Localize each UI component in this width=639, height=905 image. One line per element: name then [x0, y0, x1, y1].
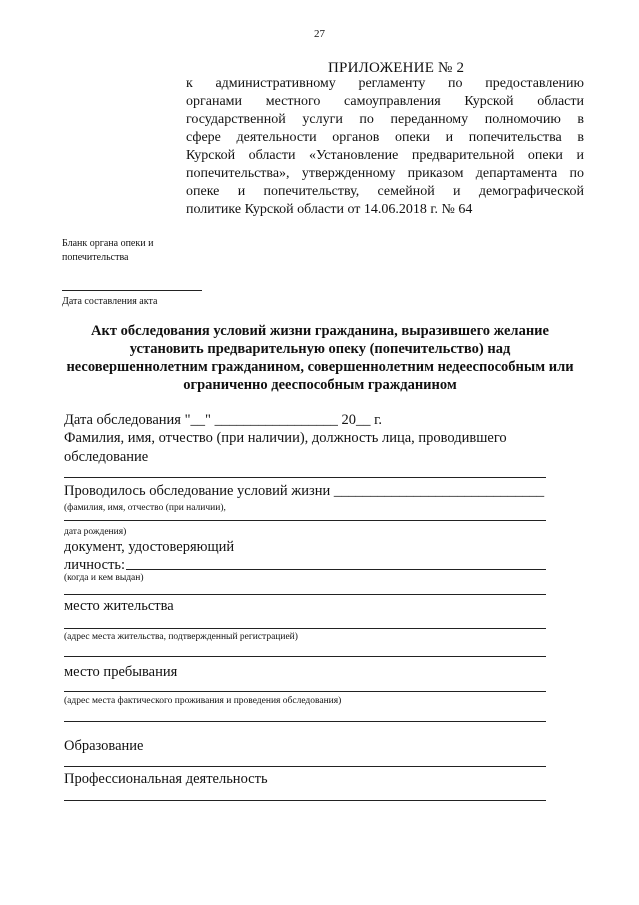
act-date-label: Дата составления акта	[62, 296, 158, 307]
act-title: Акт обследования условий жизни гражданина, выразившего желание	[91, 323, 549, 339]
regulation-line: попечительства», утвержденному приказом департамента по	[186, 166, 584, 181]
blank-label: Бланк органа опеки и	[62, 238, 154, 249]
act-date-line[interactable]	[62, 290, 202, 291]
inspector-input-line[interactable]	[64, 477, 546, 478]
id-document-label: документ, удостоверяющий	[64, 539, 235, 555]
name-input-line[interactable]	[64, 520, 546, 521]
residence-input-line-2[interactable]	[64, 656, 546, 657]
regulation-line: к административному регламенту по предоставлению	[186, 76, 584, 91]
regulation-line: политике Курской области от 14.06.2018 г. № 64	[186, 202, 473, 217]
profession-label: Профессиональная деятельность	[64, 771, 268, 787]
appendix-title: ПРИЛОЖЕНИЕ № 2	[328, 60, 465, 76]
education-input-line[interactable]	[64, 766, 546, 767]
id-document-input-line-2[interactable]	[64, 594, 546, 595]
act-title: несовершеннолетним гражданином, совершеннолетним недееспособным или	[66, 359, 574, 375]
stay-input-line-2[interactable]	[64, 721, 546, 722]
id-document-label: личность:	[64, 557, 126, 573]
regulation-line: государственной услуги по переданному полномочию в	[186, 112, 584, 127]
regulation-line: сфере деятельности органов опеки и попечительства в	[186, 130, 584, 145]
stay-input-line[interactable]	[64, 691, 546, 692]
blank-label: попечительства	[62, 252, 129, 263]
id-document-hint: (когда и кем выдан)	[64, 573, 144, 583]
residence-hint: (адрес места жительства, подтвержденный регистрацией)	[64, 632, 298, 642]
act-title: установить предварительную опеку (попечительство) над	[129, 341, 511, 357]
id-document-input-line[interactable]	[126, 569, 546, 570]
name-hint: (фамилия, имя, отчество (при наличии),	[64, 503, 226, 513]
profession-input-line[interactable]	[64, 800, 546, 801]
stay-hint: (адрес места фактического проживания и проведения обследования)	[64, 696, 342, 706]
residence-label: место жительства	[64, 598, 174, 614]
stay-label: место пребывания	[64, 664, 178, 680]
education-label: Образование	[64, 738, 144, 754]
survey-date-field[interactable]: Дата обследования "__" _________________ 20__ г.	[64, 412, 383, 428]
inspector-label: обследование	[64, 449, 149, 465]
act-title: ограниченно дееспособным гражданином	[183, 377, 457, 393]
residence-input-line[interactable]	[64, 628, 546, 629]
regulation-line: органами местного самоуправления Курской области	[186, 94, 584, 109]
page-number: 27	[314, 28, 325, 40]
birth-hint: дата рождения)	[64, 527, 127, 537]
survey-conducted-field[interactable]: Проводилось обследование условий жизни _____________________________	[64, 483, 545, 499]
regulation-line: Курской области «Установление предварительной опеки и	[186, 148, 584, 163]
inspector-label: Фамилия, имя, отчество (при наличии), должность лица, проводившего	[64, 430, 507, 446]
regulation-line: опеке и попечительству, семейной и демографической	[186, 184, 584, 199]
